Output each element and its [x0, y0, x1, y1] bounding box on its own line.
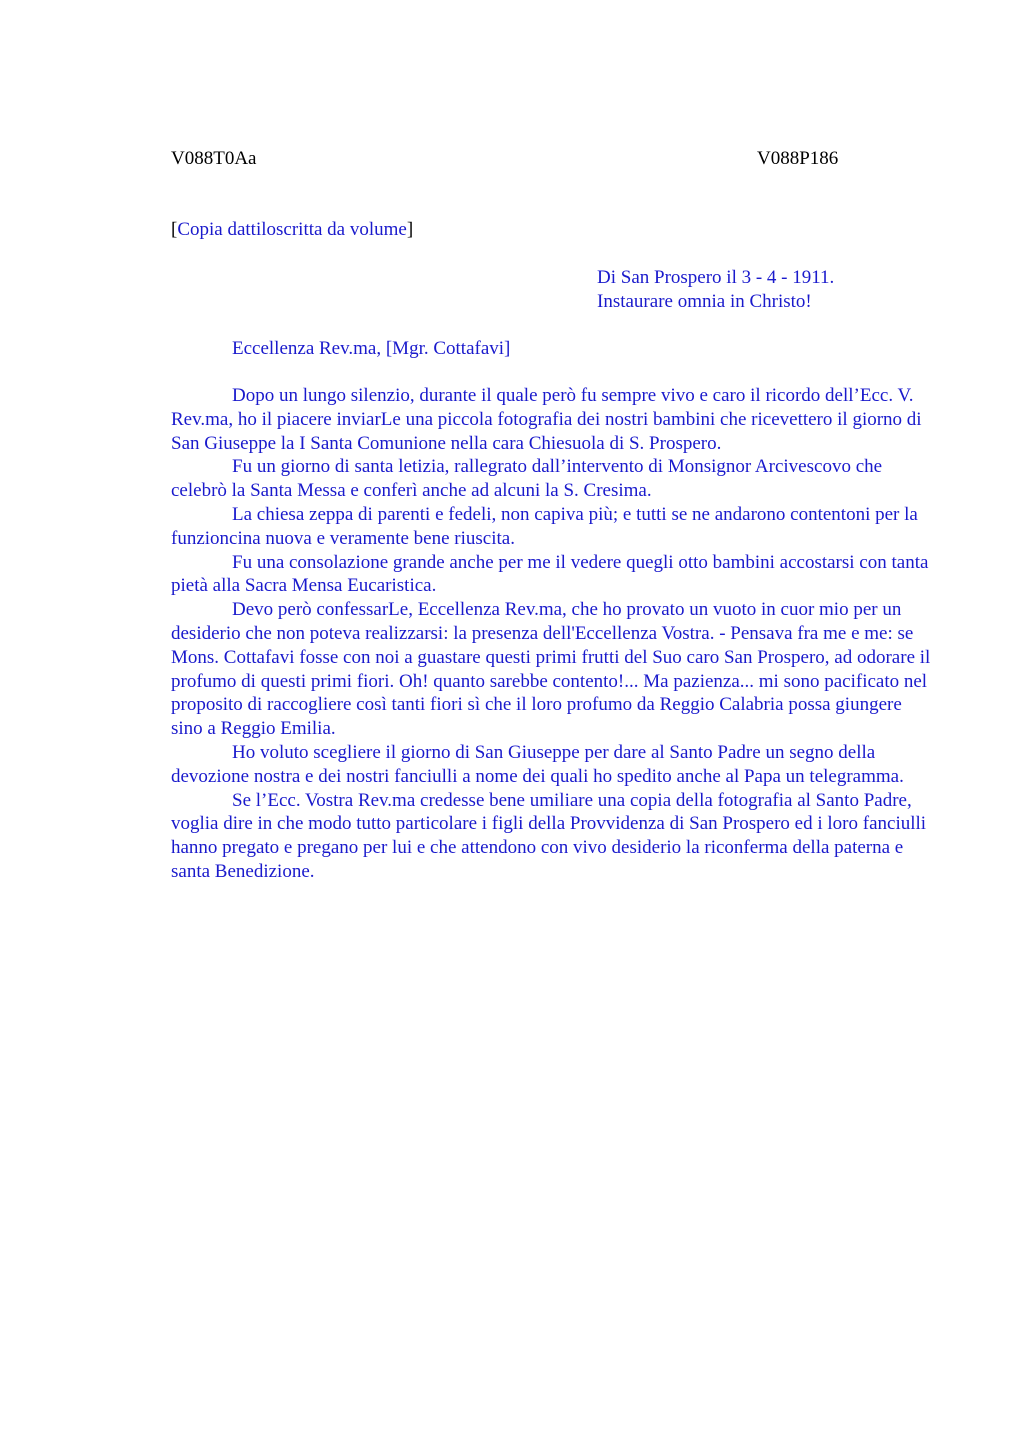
body-paragraph: La chiesa zeppa di parenti e fedeli, non capiva più; e tutti se ne andarono contentoni per la funzioncina nuova e veramente bene riuscita. — [171, 503, 918, 549]
dateline-motto: Instaurare omnia in Christo! — [597, 290, 812, 312]
body-paragraph: Fu una consolazione grande anche per me il vedere quegli otto bambini accostarsi con tanta pietà alla Sacra Mensa Eucaristica. — [171, 551, 929, 597]
letter-body — [171, 384, 931, 884]
source-note — [171, 218, 413, 242]
document-code-left: V088T0Aa — [171, 148, 257, 169]
source-note-text: Copia dattiloscritta da volume — [177, 219, 407, 240]
body-paragraph: Se l’Ecc. Vostra Rev.ma credesse bene umiliare una copia della fotografia al Santo Padre, voglia dire in che modo tutto particolare i figli della Provvidenza di San Prospero ed i loro fanciulli hanno pregato e pregano per lui e che attendono con vivo desiderio la riconferma della paterna e santa Benedizione. — [171, 789, 927, 882]
body-paragraph: Fu un giorno di santa letizia, rallegrato dall’intervento di Monsignor Arcivescovo che celebrò la Santa Messa e conferì anche ad alcuni la S. Cresima. — [171, 456, 883, 502]
body-paragraph: Dopo un lungo silenzio, durante il quale però fu sempre vivo e caro il ricordo dell’Ecc. V. Rev.ma, ho il piacere inviarLe una piccola fotografia dei nostri bambini che ricevettero il giorno di San Giuseppe la I Santa Comunione nella cara Chiesuola di S. Prospero. — [171, 385, 922, 454]
body-paragraph: Ho voluto scegliere il giorno di San Giuseppe per dare al Santo Padre un segno della devozione nostra e dei nostri fanciulli a nome dei quali ho spedito anche al Papa un telegramma. — [171, 741, 904, 787]
dateline — [597, 266, 834, 314]
salutation: Eccellenza Rev.ma, [Mgr. Cottafavi] — [232, 338, 511, 359]
body-paragraph: Devo però confessarLe, Eccellenza Rev.ma, che ho provato un vuoto in cuor mio per un desiderio che non poteva realizzarsi: la presenza dell'Eccellenza Vostra. - Pensava fra me e me: se Mons. Cottafavi fosse con noi a guastare questi primi frutti del Suo caro San Prospero, ad odorare il profumo di questi primi fiori. Oh! quanto sarebbe contento!... Ma pazienza... mi sono pacificato nel proposito di raccogliere così tanti fiori sì che il loro profumo da Reggio Calabria possa giungere sino a Reggio Emilia. — [171, 599, 931, 740]
source-note-open-bracket: [ — [171, 219, 178, 240]
document-code-right: V088P186 — [757, 148, 839, 169]
dateline-place-date: Di San Prospero il 3 - 4 - 1911. — [597, 267, 835, 288]
source-note-close-bracket: ] — [406, 219, 414, 240]
